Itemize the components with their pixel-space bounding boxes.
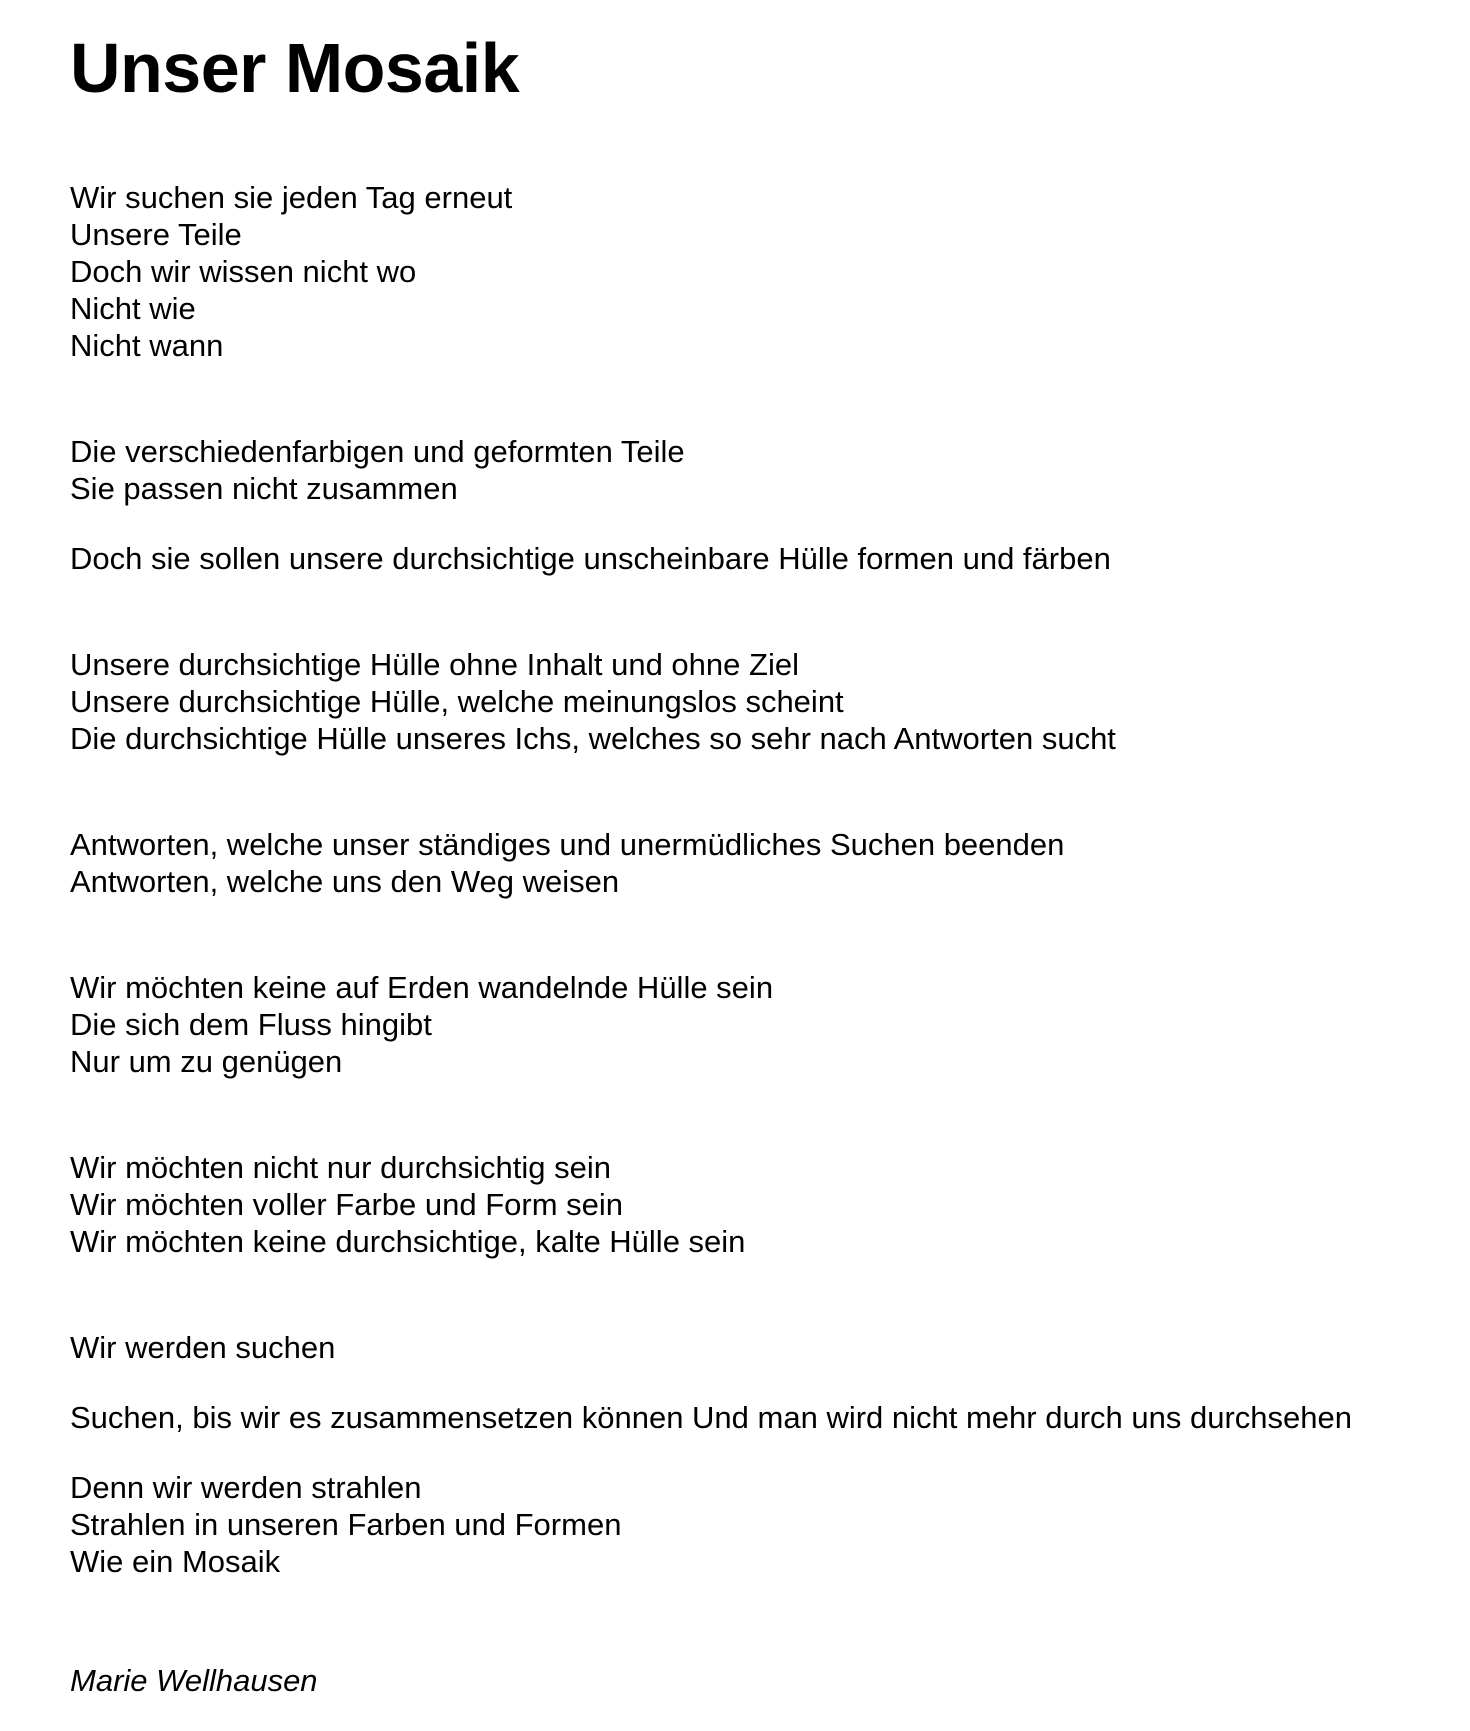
poem-line: Wir suchen sie jeden Tag erneut	[70, 179, 513, 215]
stanza-9	[70, 1399, 1470, 1436]
stanza-3	[70, 540, 1470, 577]
poem-line: Nur um zu genügen	[70, 1043, 343, 1079]
author-name: Marie Wellhausen	[70, 1662, 318, 1698]
poem-line: Wir möchten voller Farbe und Form sein	[70, 1186, 624, 1222]
poem-line: Wir möchten nicht nur durchsichtig sein	[70, 1149, 612, 1185]
poem-line: Wir werden suchen	[70, 1329, 336, 1365]
poem-line: Doch sie sollen unsere durchsichtige unscheinbare Hülle formen und färben	[70, 540, 1111, 576]
poem-line: Suchen, bis wir es zusammensetzen können Und man wird nicht mehr durch uns durchsehen	[70, 1399, 1352, 1435]
poem-line: Antworten, welche uns den Weg weisen	[70, 863, 620, 899]
poem-line: Die durchsichtige Hülle unseres Ichs, welches so sehr nach Antworten sucht	[70, 720, 1116, 756]
poem-line: Unsere Teile	[70, 216, 242, 252]
poem-line: Unsere durchsichtige Hülle, welche meinungslos scheint	[70, 683, 844, 719]
stanza-7	[70, 1149, 1470, 1260]
poem-line: Nicht wann	[70, 327, 224, 363]
stanza-10	[70, 1469, 1470, 1580]
poem-title: Unser Mosaik	[70, 29, 520, 107]
poem-line: Doch wir wissen nicht wo	[70, 253, 417, 289]
stanza-1	[70, 179, 1470, 364]
poem-line: Die sich dem Fluss hingibt	[70, 1006, 432, 1042]
poem-line: Wir möchten keine durchsichtige, kalte Hülle sein	[70, 1223, 746, 1259]
stanza-5	[70, 826, 1470, 900]
poem-line: Unsere durchsichtige Hülle ohne Inhalt und ohne Ziel	[70, 646, 799, 682]
stanza-6	[70, 969, 1470, 1080]
poem-line: Nicht wie	[70, 290, 196, 326]
stanza-8	[70, 1329, 1470, 1366]
poem-line: Sie passen nicht zusammen	[70, 470, 458, 506]
stanza-4	[70, 646, 1470, 757]
poem-line: Wir möchten keine auf Erden wandelnde Hülle sein	[70, 969, 774, 1005]
poem-line: Denn wir werden strahlen	[70, 1469, 422, 1505]
poem-line: Strahlen in unseren Farben und Formen	[70, 1506, 622, 1542]
stanza-2	[70, 433, 1470, 507]
poem-line: Antworten, welche unser ständiges und unermüdliches Suchen beenden	[70, 826, 1065, 862]
poem-line: Die verschiedenfarbigen und geformten Teile	[70, 433, 685, 469]
poem-line: Wie ein Mosaik	[70, 1543, 281, 1579]
